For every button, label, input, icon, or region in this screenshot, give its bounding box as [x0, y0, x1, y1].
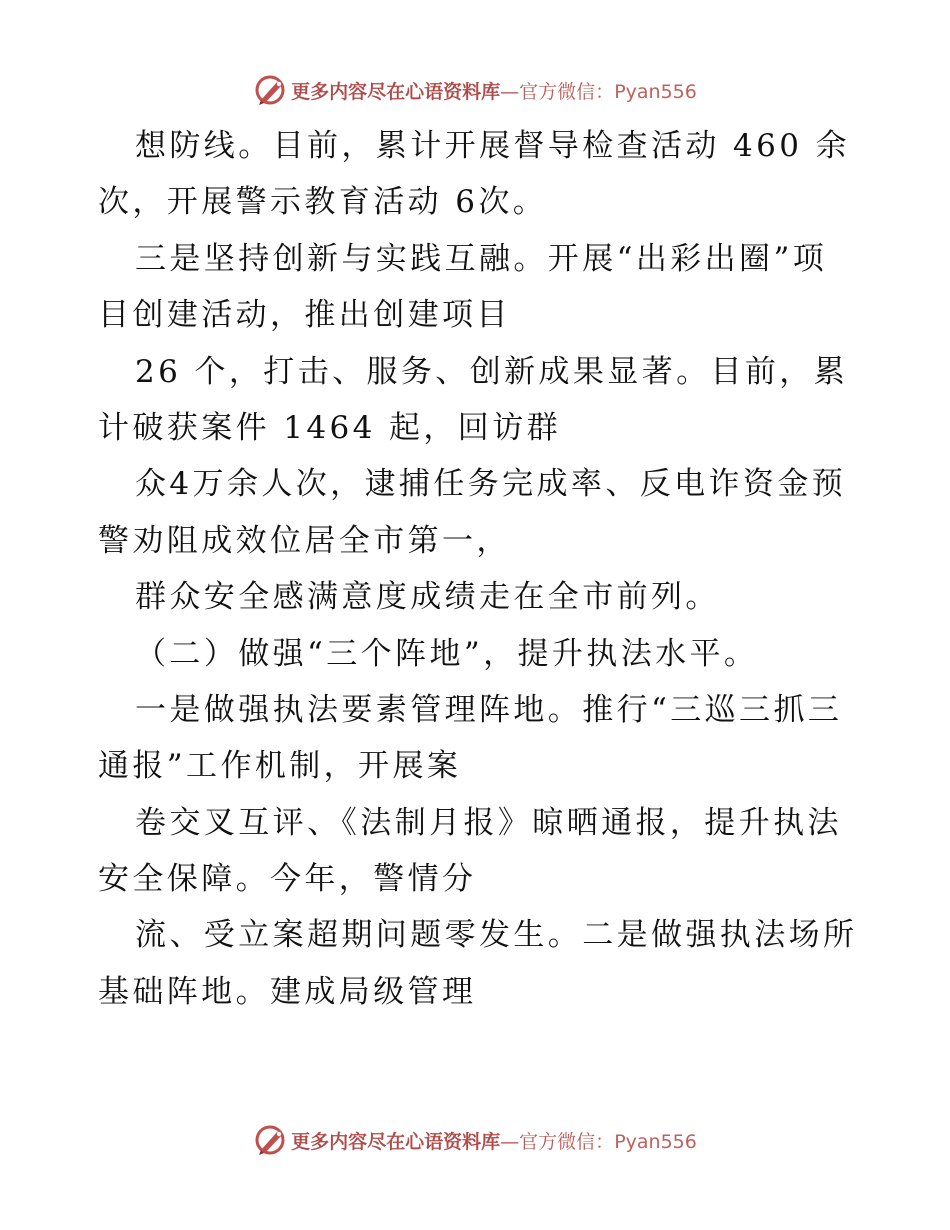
text-line: 基础阵地。建成局级管理: [98, 973, 477, 1010]
banner-site-name: 更多内容尽在心语资料库: [291, 80, 501, 103]
text-line: 通报”工作机制，开展案: [98, 748, 462, 785]
banner-dash: —: [500, 80, 520, 103]
text-line: 目创建活动，推出创建项目: [98, 297, 511, 334]
banner-wechat-label: 官方微信：: [519, 1130, 615, 1153]
header-banner: [0, 68, 950, 112]
banner-text: [291, 77, 697, 104]
banner-wechat-handle: Pyan556: [614, 80, 697, 103]
footer-banner: [0, 1118, 950, 1162]
text-line: 一是做强执法要素管理阵地。推行“三巡三抓三: [135, 691, 843, 728]
banner-dash: —: [500, 1130, 520, 1153]
text-line: 安全保障。今年，警情分: [98, 861, 477, 898]
text-line: 群众安全感满意度成绩走在全市前列。: [135, 579, 720, 616]
text-line: 卷交叉互评、《法制月报》晾晒通报，提升执法: [135, 804, 842, 841]
text-line: 三是坚持创新与实践互融。开展“出彩出圈”项: [135, 240, 828, 277]
banner-wechat-handle: Pyan556: [614, 1130, 697, 1153]
text-line: 众4万余人次，逮捕任务完成率、反电诈资金预: [135, 466, 847, 503]
banner-text: [291, 1127, 697, 1154]
banner-wechat-label: 官方微信：: [519, 80, 615, 103]
text-line: 流、受立案超期问题零发生。二是做强执法场所: [135, 917, 858, 954]
pen-logo-icon: [253, 73, 287, 107]
text-line: 次，开展警示教育活动 6次。: [98, 184, 548, 221]
text-line: 计破获案件 1464 起，回访群: [98, 409, 561, 446]
document-body: [98, 118, 858, 1020]
text-line: 26 个，打击、服务、创新成果显著。目前，累: [135, 353, 849, 390]
pen-logo-icon: [253, 1123, 287, 1157]
text-line: 想防线。目前，累计开展督导检查活动 460 余: [135, 128, 851, 164]
banner-site-name: 更多内容尽在心语资料库: [291, 1130, 501, 1153]
text-line: 警劝阻成效位居全市第一，: [98, 522, 511, 559]
text-line: （二）做强“三个阵地”，提升执法水平。: [135, 635, 759, 672]
